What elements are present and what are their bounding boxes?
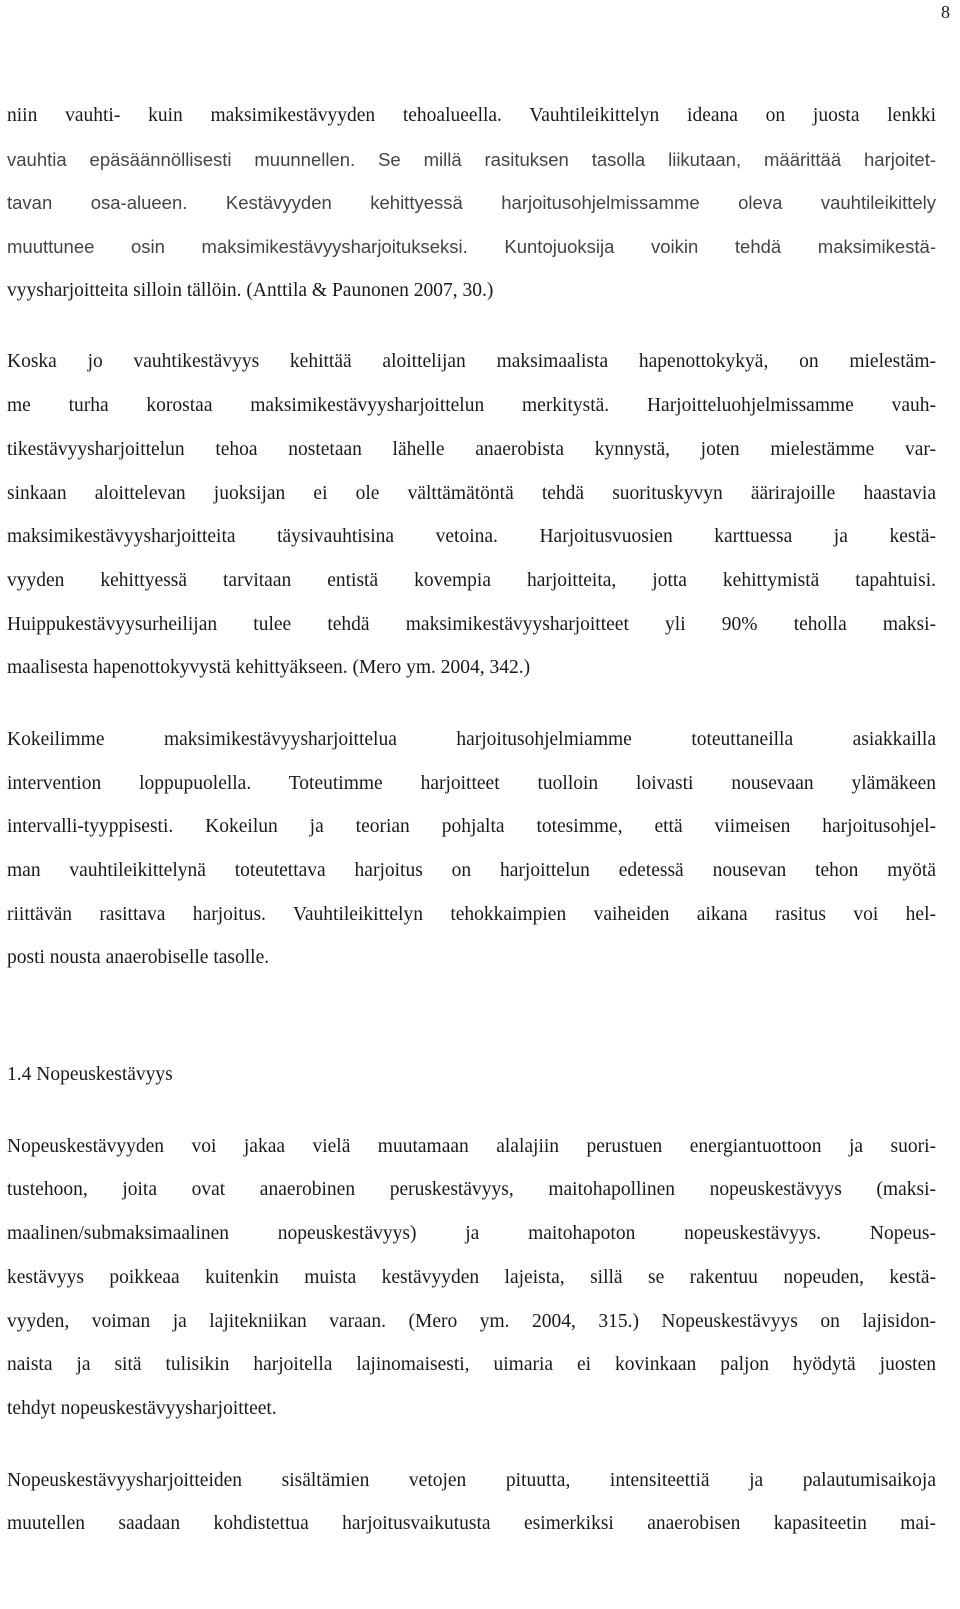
text-line: tustehoon, joita ovat anaerobinen peruskestävyys, maitohapollinen nopeuskestävyys (maksi- — [7, 1179, 936, 1201]
text-line: naista ja sitä tulisikin harjoitella lajinomaisesti, uimaria ei kovinkaan paljon hyödytä juosten — [7, 1354, 936, 1376]
text-line: tavan osa-alueen. Kestävyyden kehittyessä harjoitusohjelmissamme oleva vauhtileikittely — [7, 192, 936, 214]
text-line: tikestävyysharjoittelun tehoa nostetaan lähelle anaerobista kynnystä, joten mielestämme var- — [7, 438, 936, 460]
text-line: vyyden kehittyessä tarvitaan entistä kovempia harjoitteita, jotta kehittymistä tapahtuisi. — [7, 569, 936, 591]
text-line: posti nousta anaerobiselle tasolle. — [7, 947, 270, 969]
text-line: maalinen/submaksimaalinen nopeuskestävyys) ja maitohapoton nopeuskestävyys. Nopeus- — [7, 1223, 936, 1245]
paragraph-1 — [7, 94, 936, 312]
text-line: Nopeuskestävyysharjoitteiden sisältämien vetojen pituutta, intensiteettiä ja palautumisaikoja — [7, 1469, 936, 1491]
text-line: Koska jo vauhtikestävyys kehittää aloittelijan maksimaalista hapenottokykyä, on mielestäm- — [7, 351, 936, 373]
text-line: intervention loppupuolella. Toteutimme harjoitteet tuolloin loivasti nousevaan ylämäkeen — [7, 772, 936, 794]
text-line: vauhtia epäsäännöllisesti muunnellen. Se millä rasituksen tasolla liikutaan, määrittää harjoitet- — [7, 148, 936, 170]
text-line: riittävän rasittava harjoitus. Vauhtileikittelyn tehokkaimpien vaiheiden aikana rasitus voi hel- — [7, 903, 936, 925]
text-line: Nopeuskestävyyden voi jakaa vielä muutamaan alalajiin perustuen energiantuottoon ja suori- — [7, 1135, 936, 1157]
section-paragraph-1 — [7, 1125, 936, 1431]
paragraph-3 — [7, 718, 936, 980]
text-line: Huippukestävyysurheilijan tulee tehdä maksimikestävyysharjoitteet yli 90% teholla maksi- — [7, 613, 936, 635]
document-body — [7, 94, 936, 1546]
text-line: maalisesta hapenottokyvystä kehittyäkseen. (Mero ym. 2004, 342.) — [7, 657, 531, 679]
text-line: muuttunee osin maksimikestävyysharjoitukseksi. Kuntojuoksija voikin tehdä maksimikestä- — [7, 236, 936, 258]
text-line: maksimikestävyysharjoitteita täysivauhtisina vetoina. Harjoitusvuosien karttuessa ja kestä- — [7, 526, 936, 548]
text-line: tehdyt nopeuskestävyysharjoitteet. — [7, 1397, 277, 1419]
section-heading: 1.4 Nopeuskestävyys — [7, 1064, 173, 1086]
text-line: me turha korostaa maksimikestävyysharjoittelun merkitystä. Harjoitteluohjelmissamme vauh- — [7, 395, 936, 417]
text-line: muutellen saadaan kohdistettua harjoitusvaikutusta esimerkiksi anaerobisen kapasiteetin mai- — [7, 1513, 936, 1535]
text-line: Kokeilimme maksimikestävyysharjoittelua harjoitusohjelmiamme toteuttaneilla asiakkailla — [7, 728, 936, 750]
paragraph-2 — [7, 340, 936, 690]
text-line: niin vauhti- kuin maksimikestävyyden tehoalueella. Vauhtileikittelyn ideana on juosta lenkki — [7, 105, 936, 126]
text-line: man vauhtileikittelynä toteutettava harjoitus on harjoittelun edetessä nousevan tehon myötä — [7, 860, 936, 881]
page-number: 8 — [941, 2, 950, 22]
text-line: sinkaan aloittelevan juoksijan ei ole välttämätöntä tehdä suorituskyvyn äärirajoille haastavia — [7, 482, 936, 504]
text-line: vyyden, voiman ja lajitekniikan varaan. (Mero ym. 2004, 315.) Nopeuskestävyys on lajisidon- — [7, 1310, 936, 1332]
text-line: intervalli-tyyppisesti. Kokeilun ja teorian pohjalta totesimme, että viimeisen harjoitusohjel- — [7, 816, 936, 838]
section-paragraph-2 — [7, 1459, 936, 1546]
text-line: kestävyys poikkeaa kuitenkin muista kestävyyden lajeista, sillä se rakentuu nopeuden, kestä- — [7, 1266, 936, 1288]
text-line: vyysharjoitteita silloin tällöin. (Anttila & Paunonen 2007, 30.) — [7, 279, 494, 301]
